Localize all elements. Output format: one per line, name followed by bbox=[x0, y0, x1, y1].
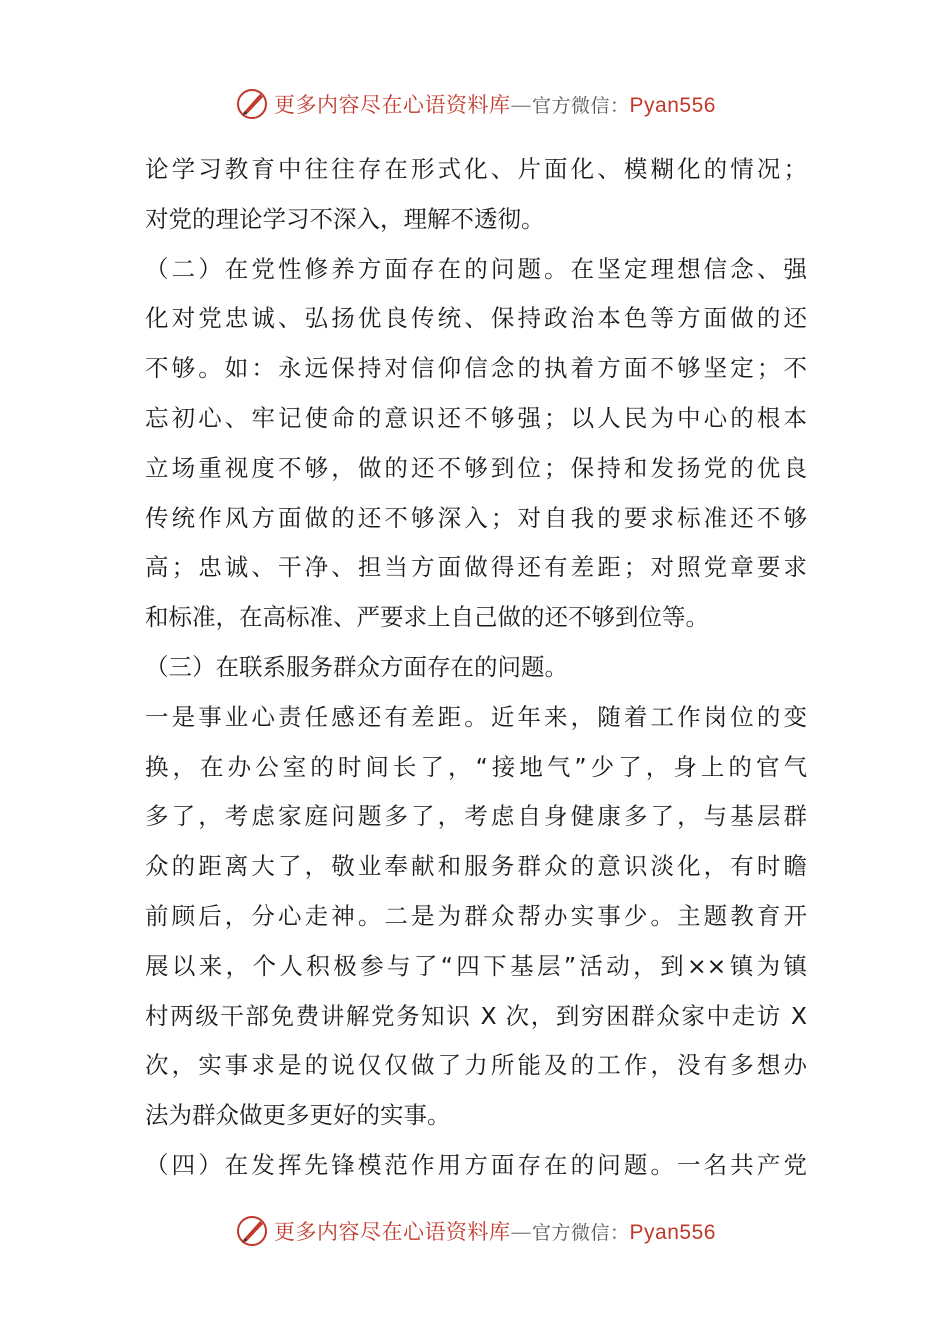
text-line: 不够。如：永远保持对信仰信念的执着方面不够坚定；不 bbox=[145, 354, 807, 383]
text-line: 立场重视度不够，做的还不够到位；保持和发扬党的优良 bbox=[145, 453, 807, 482]
text-line: （四）在发挥先锋模范作用方面存在的问题。一名共产党 bbox=[145, 1150, 807, 1179]
watermark-dash: — bbox=[510, 93, 533, 117]
text-line: 多了，考虑家庭问题多了，考虑自身健康多了，与基层群 bbox=[145, 802, 807, 831]
text-line: （三）在联系服务群众方面存在的问题。 bbox=[145, 652, 568, 681]
text-line: （二）在党性修养方面存在的问题。在坚定理想信念、强 bbox=[145, 254, 807, 283]
document-body bbox=[145, 145, 807, 1191]
text-line: 村两级干部免费讲解党务知识 X 次，到穷困群众家中走访 X bbox=[145, 1001, 807, 1030]
text-line: 前顾后，分心走神。二是为群众帮办实事少。主题教育开 bbox=[145, 901, 807, 930]
watermark-wechat: Pyan556 bbox=[629, 1221, 716, 1244]
text-line: 法为群众做更多更好的实事。 bbox=[145, 1101, 451, 1130]
text-line: 化对党忠诚、弘扬优良传统、保持政治本色等方面做的还 bbox=[145, 304, 807, 333]
watermark-header bbox=[0, 84, 950, 124]
watermark-footer bbox=[0, 1211, 950, 1251]
text-line: 展以来，个人积极参与了“四下基层”活动，到××镇为镇 bbox=[145, 951, 807, 980]
watermark-label: 官方微信： bbox=[532, 95, 630, 117]
watermark-label: 官方微信： bbox=[532, 1222, 630, 1244]
text-line: 换，在办公室的时间长了，“接地气”少了，身上的官气 bbox=[145, 752, 807, 781]
watermark-wechat: Pyan556 bbox=[629, 94, 716, 117]
text-line: 高；忠诚、干净、担当方面做得还有差距；对照党章要求 bbox=[145, 553, 807, 582]
watermark-text bbox=[274, 1216, 716, 1246]
text-line: 对党的理论学习不深入，理解不透彻。 bbox=[145, 204, 545, 233]
text-line: 论学习教育中往往存在形式化、片面化、模糊化的情况； bbox=[145, 155, 807, 183]
text-line: 忘初心、牢记使命的意识还不够强；以人民为中心的根本 bbox=[145, 403, 807, 432]
watermark-brand: 更多内容尽在心语资料库 bbox=[274, 1220, 511, 1244]
watermark-brand: 更多内容尽在心语资料库 bbox=[274, 93, 511, 117]
text-line: 众的距离大了，敬业奉献和服务群众的意识淡化，有时瞻 bbox=[145, 852, 807, 881]
quill-logo-icon bbox=[234, 86, 270, 122]
text-line: 次，实事求是的说仅仅做了力所能及的工作，没有多想办 bbox=[145, 1051, 807, 1080]
watermark-dash: — bbox=[510, 1220, 533, 1244]
text-line: 和标准，在高标准、严要求上自己做的还不够到位等。 bbox=[145, 603, 709, 632]
text-line: 传统作风方面做的还不够深入；对自我的要求标准还不够 bbox=[145, 503, 807, 532]
quill-logo-icon bbox=[234, 1213, 270, 1249]
watermark-text bbox=[274, 89, 716, 119]
text-line: 一是事业心责任感还有差距。近年来，随着工作岗位的变 bbox=[145, 702, 807, 731]
